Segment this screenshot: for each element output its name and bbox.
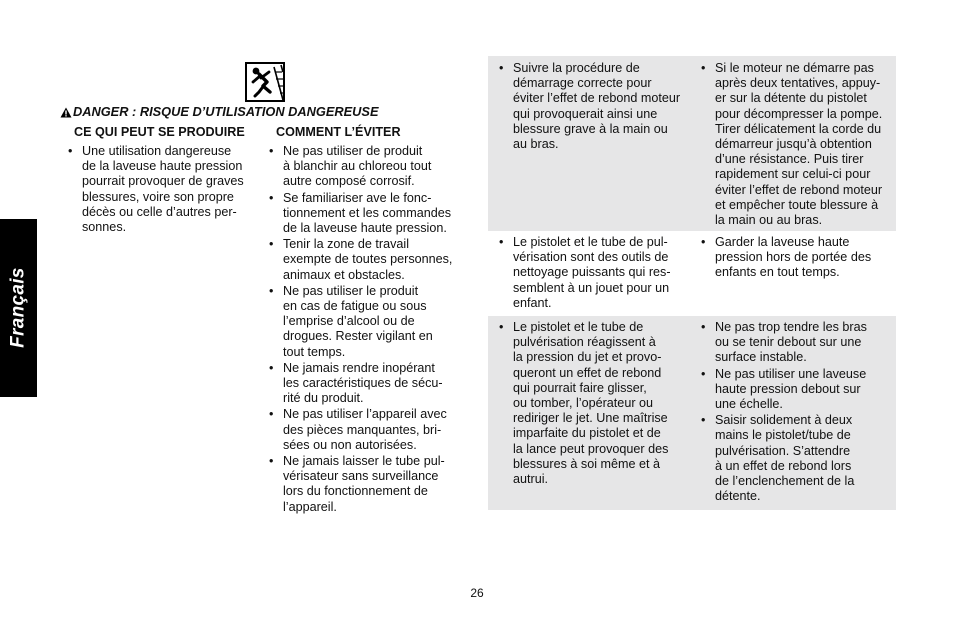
- right-block-3-what: [498, 320, 698, 488]
- warning-triangle-icon: [60, 107, 72, 118]
- right-block-2: [488, 231, 896, 316]
- hazard-title-text: DANGER : RISQUE D’UTILISATION DANGEREUSE: [73, 104, 379, 119]
- column-header-how: COMMENT L’ÉVITER: [276, 125, 401, 139]
- bullet-item: • Une utilisation dangereuse de la laveuse haute pression pourrait provoquer de graves blessures, voire son propre décès ou celle d’autres per- sonnes.: [67, 144, 257, 235]
- right-block-3: [488, 316, 896, 510]
- bullet-item: • Tenir la zone de travail exempte de toutes personnes, animaux et obstacles.: [268, 237, 468, 283]
- hazard-title: [60, 104, 378, 119]
- right-block-1-what: [498, 61, 698, 153]
- bullet-item: • Se familiariser ave le fonc- tionnement et les commandes de la laveuse haute pression.: [268, 191, 468, 237]
- language-label: Français: [7, 267, 29, 349]
- bullet-item: • Ne pas utiliser de produit à blanchir au chloreou tout autre composé corrosif.: [268, 144, 468, 190]
- bullet-item: • Ne pas trop tendre les bras ou se tenir debout sur une surface instable.: [700, 320, 896, 366]
- bullet-item: • Garder la laveuse haute pression hors de portée des enfants en tout temps.: [700, 235, 896, 281]
- bullet-item: • Ne pas utiliser une laveuse haute pression debout sur une échelle.: [700, 367, 896, 413]
- bullet-item: • Ne jamais rendre inopérant les caractéristiques de sécu- rité du produit.: [268, 361, 468, 407]
- column-header-what: CE QUI PEUT SE PRODUIRE: [74, 125, 245, 139]
- right-block-3-how: [700, 320, 896, 505]
- person-falling-ladder-icon: [245, 62, 285, 102]
- right-block-2-what: [498, 235, 698, 312]
- right-block-1-how: [700, 61, 896, 229]
- left-how-list: [268, 144, 468, 516]
- bullet-item: • Suivre la procédure de démarrage correcte pour éviter l’effet de rebond moteur qui provoquerait ainsi une blessure grave à la main ou au bras.: [498, 61, 698, 152]
- bullet-item: • Ne pas utiliser l’appareil avec des pièces manquantes, bri- sées ou non autorisées.: [268, 407, 468, 453]
- bullet-item: • Ne jamais laisser le tube pul- vérisateur sans surveillance lors du fonctionnement de l’appareil.: [268, 454, 468, 515]
- language-side-tab: [0, 219, 37, 397]
- bullet-item: • Le pistolet et le tube de pulvérisation réagissent à la pression du jet et provo- queront un effet de rebond qui pourrait faire glisser, ou tomber, l’opérateur ou rediriger le jet. Une maîtrise imparfaite du pistolet et de la lance peut provoquer des blessures à soi même et à autrui.: [498, 320, 698, 487]
- bullet-item: • Ne pas utiliser le produit en cas de fatigue ou sous l’emprise d’alcool ou de drogues. Rester vigilant en tout temps.: [268, 284, 468, 360]
- right-block-2-how: [700, 235, 896, 282]
- bullet-item: • Saisir solidement à deux mains le pistolet/tube de pulvérisation. S’attendre à un effet de rebond lors de l’enclenchement de la détente.: [700, 413, 896, 504]
- bullet-item: • Le pistolet et le tube de pul- vérisation sont des outils de nettoyage puissants qui res- semblent à un jouet pour un enfant.: [498, 235, 698, 311]
- bullet-item: • Si le moteur ne démarre pas après deux tentatives, appuy- er sur la détente du pistolet pour décompresser la pompe. Tirer délicatement la corde du démarreur jusqu’à obtention d’une résistance. Puis tirer rapidement sur celui-ci pour éviter l’effet de rebond moteur et empêcher toute blessure à la main ou au bras.: [700, 61, 896, 228]
- page-number: 26: [470, 586, 484, 600]
- right-block-1: [488, 56, 896, 231]
- left-what-list: [67, 144, 257, 236]
